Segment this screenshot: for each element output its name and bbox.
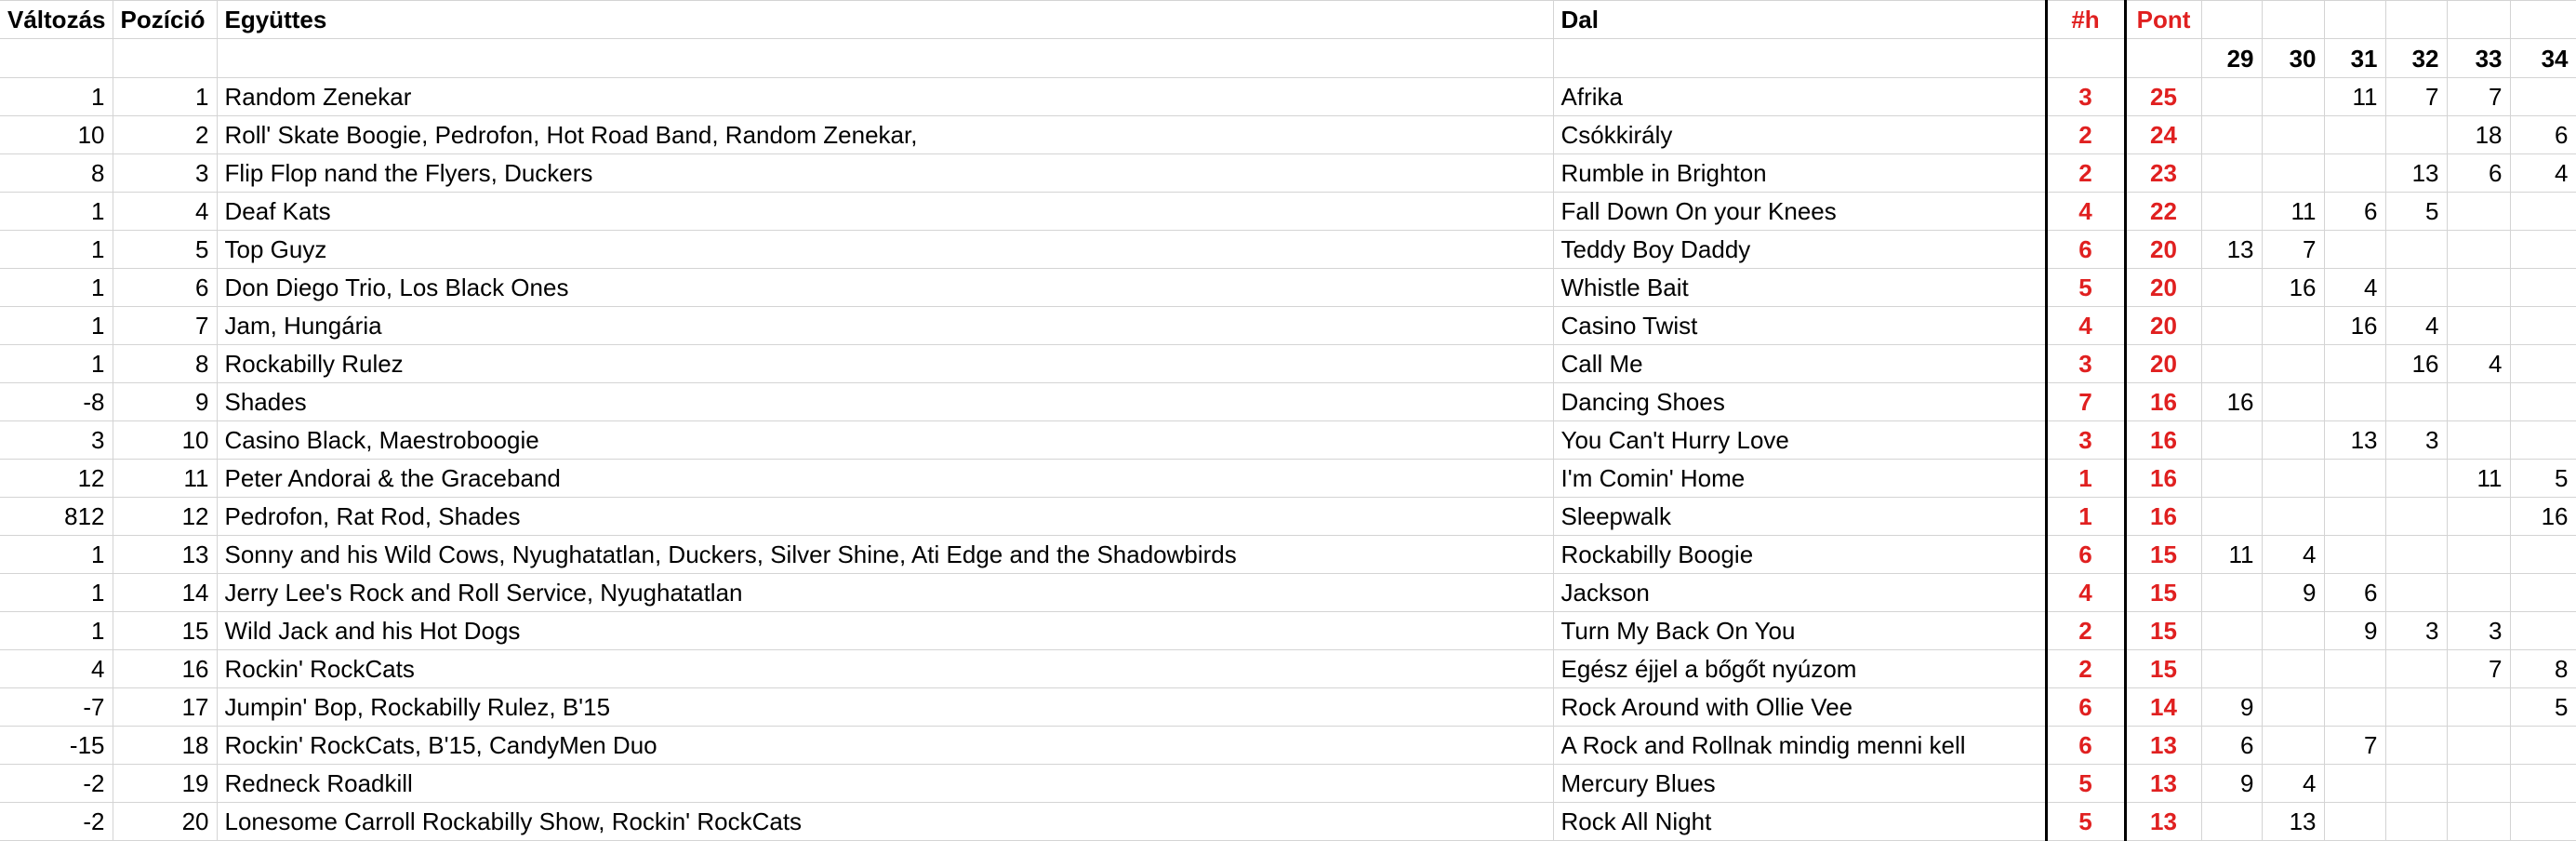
week-34-cell[interactable]: 5	[2510, 460, 2576, 498]
week-32-cell[interactable]: 5	[2385, 193, 2447, 231]
header-band[interactable]: Együttes	[217, 1, 1553, 39]
week-32-cell[interactable]	[2385, 269, 2447, 307]
week-32-cell[interactable]: 4	[2385, 307, 2447, 345]
song-cell[interactable]: Dancing Shoes	[1553, 383, 2046, 421]
table-row	[0, 421, 2576, 460]
week-33-cell[interactable]: 3	[2447, 612, 2510, 650]
week-34-cell[interactable]	[2510, 765, 2576, 803]
week-29-cell[interactable]: 13	[2201, 231, 2262, 269]
header-points[interactable]: Pont	[2125, 1, 2201, 39]
song-cell[interactable]: A Rock and Rollnak mindig menni kell	[1553, 727, 2046, 765]
chart-rows	[0, 78, 2576, 841]
position-cell[interactable]: 14	[113, 574, 217, 612]
band-cell[interactable]: Peter Andorai & the Graceband	[217, 460, 1553, 498]
table-row	[0, 231, 2576, 269]
week-29-cell[interactable]	[2201, 803, 2262, 841]
song-cell[interactable]: Jackson	[1553, 574, 2046, 612]
header-row	[0, 1, 2576, 39]
header-empty-cell[interactable]	[2385, 1, 2447, 39]
week-31-cell[interactable]	[2324, 498, 2385, 536]
week-31-cell[interactable]	[2324, 154, 2385, 193]
week-34-cell[interactable]	[2510, 78, 2576, 116]
week-32-cell[interactable]	[2385, 688, 2447, 727]
week-31-cell[interactable]: 13	[2324, 421, 2385, 460]
week-header-34[interactable]: 34	[2510, 39, 2576, 78]
week-32-cell[interactable]: 3	[2385, 421, 2447, 460]
header-song[interactable]: Dal	[1553, 1, 2046, 39]
position-cell[interactable]: 17	[113, 688, 217, 727]
position-cell[interactable]: 8	[113, 345, 217, 383]
weeks-cell[interactable]: 2	[2046, 154, 2125, 193]
week-29-cell[interactable]	[2201, 154, 2262, 193]
week-31-cell[interactable]	[2324, 650, 2385, 688]
position-cell[interactable]: 3	[113, 154, 217, 193]
week-29-cell[interactable]	[2201, 269, 2262, 307]
band-cell[interactable]: Shades	[217, 383, 1553, 421]
week-34-cell[interactable]: 4	[2510, 154, 2576, 193]
header-empty-cell[interactable]	[2262, 1, 2324, 39]
week-32-cell[interactable]	[2385, 116, 2447, 154]
change-cell[interactable]: 1	[0, 193, 113, 231]
weeks-cell[interactable]: 7	[2046, 383, 2125, 421]
week-30-cell[interactable]	[2262, 116, 2324, 154]
weeks-cell[interactable]: 4	[2046, 574, 2125, 612]
week-header-row	[0, 39, 2576, 78]
song-cell[interactable]: I'm Comin' Home	[1553, 460, 2046, 498]
song-cell[interactable]: Teddy Boy Daddy	[1553, 231, 2046, 269]
position-cell[interactable]: 10	[113, 421, 217, 460]
table-row	[0, 727, 2576, 765]
week-29-cell[interactable]: 11	[2201, 536, 2262, 574]
song-cell[interactable]: Sleepwalk	[1553, 498, 2046, 536]
empty-cell[interactable]	[217, 39, 1553, 78]
points-cell[interactable]: 15	[2125, 574, 2201, 612]
header-weeks[interactable]: #h	[2046, 1, 2125, 39]
week-29-cell[interactable]: 9	[2201, 688, 2262, 727]
position-cell[interactable]: 5	[113, 231, 217, 269]
week-31-cell[interactable]: 4	[2324, 269, 2385, 307]
band-cell[interactable]: Casino Black, Maestroboogie	[217, 421, 1553, 460]
week-31-cell[interactable]	[2324, 231, 2385, 269]
week-31-cell[interactable]: 11	[2324, 78, 2385, 116]
week-29-cell[interactable]	[2201, 612, 2262, 650]
weeks-cell[interactable]: 3	[2046, 345, 2125, 383]
week-33-cell[interactable]: 7	[2447, 650, 2510, 688]
weeks-cell[interactable]: 3	[2046, 421, 2125, 460]
position-cell[interactable]: 15	[113, 612, 217, 650]
week-32-cell[interactable]	[2385, 765, 2447, 803]
change-cell[interactable]: -2	[0, 803, 113, 841]
header-empty-cell[interactable]	[2447, 1, 2510, 39]
week-29-cell[interactable]	[2201, 345, 2262, 383]
weeks-cell[interactable]: 4	[2046, 193, 2125, 231]
week-33-cell[interactable]: 7	[2447, 78, 2510, 116]
band-cell[interactable]: Roll' Skate Boogie, Pedrofon, Hot Road Band, Random Zenekar,	[217, 116, 1553, 154]
points-cell[interactable]: 20	[2125, 231, 2201, 269]
change-cell[interactable]: 1	[0, 78, 113, 116]
week-header-32[interactable]: 32	[2385, 39, 2447, 78]
table-row	[0, 345, 2576, 383]
week-30-cell[interactable]	[2262, 727, 2324, 765]
week-32-cell[interactable]	[2385, 460, 2447, 498]
points-cell[interactable]: 15	[2125, 536, 2201, 574]
week-34-cell[interactable]	[2510, 727, 2576, 765]
week-33-cell[interactable]	[2447, 574, 2510, 612]
week-34-cell[interactable]	[2510, 383, 2576, 421]
position-cell[interactable]: 19	[113, 765, 217, 803]
points-cell[interactable]: 16	[2125, 460, 2201, 498]
week-31-cell[interactable]	[2324, 345, 2385, 383]
week-32-cell[interactable]	[2385, 383, 2447, 421]
week-30-cell[interactable]	[2262, 612, 2324, 650]
week-32-cell[interactable]	[2385, 650, 2447, 688]
band-cell[interactable]: Rockin' RockCats	[217, 650, 1553, 688]
points-cell[interactable]: 20	[2125, 269, 2201, 307]
change-cell[interactable]: -2	[0, 765, 113, 803]
weeks-cell[interactable]: 5	[2046, 269, 2125, 307]
week-30-cell[interactable]: 11	[2262, 193, 2324, 231]
position-cell[interactable]: 13	[113, 536, 217, 574]
week-30-cell[interactable]	[2262, 78, 2324, 116]
week-33-cell[interactable]	[2447, 803, 2510, 841]
table-row	[0, 383, 2576, 421]
change-cell[interactable]: 4	[0, 650, 113, 688]
week-30-cell[interactable]: 16	[2262, 269, 2324, 307]
week-header-29[interactable]: 29	[2201, 39, 2262, 78]
position-cell[interactable]: 16	[113, 650, 217, 688]
points-cell[interactable]: 16	[2125, 421, 2201, 460]
week-31-cell[interactable]	[2324, 765, 2385, 803]
week-30-cell[interactable]	[2262, 460, 2324, 498]
week-31-cell[interactable]: 16	[2324, 307, 2385, 345]
points-cell[interactable]: 25	[2125, 78, 2201, 116]
position-cell[interactable]: 9	[113, 383, 217, 421]
band-cell[interactable]: Top Guyz	[217, 231, 1553, 269]
position-cell[interactable]: 20	[113, 803, 217, 841]
empty-cell[interactable]	[0, 39, 113, 78]
table-row	[0, 78, 2576, 116]
weeks-cell[interactable]: 1	[2046, 460, 2125, 498]
week-33-cell[interactable]	[2447, 421, 2510, 460]
band-cell[interactable]: Sonny and his Wild Cows, Nyughatatlan, Duckers, Silver Shine, Ati Edge and the Shadowbirds	[217, 536, 1553, 574]
song-cell[interactable]: Egész éjjel a bőgőt nyúzom	[1553, 650, 2046, 688]
empty-cell[interactable]	[2125, 39, 2201, 78]
week-31-cell[interactable]	[2324, 688, 2385, 727]
band-cell[interactable]: Pedrofon, Rat Rod, Shades	[217, 498, 1553, 536]
week-33-cell[interactable]	[2447, 727, 2510, 765]
points-cell[interactable]: 15	[2125, 650, 2201, 688]
weeks-cell[interactable]: 2	[2046, 612, 2125, 650]
week-30-cell[interactable]: 9	[2262, 574, 2324, 612]
week-32-cell[interactable]: 16	[2385, 345, 2447, 383]
points-cell[interactable]: 20	[2125, 345, 2201, 383]
points-cell[interactable]: 20	[2125, 307, 2201, 345]
points-cell[interactable]: 16	[2125, 383, 2201, 421]
band-cell[interactable]: Don Diego Trio, Los Black Ones	[217, 269, 1553, 307]
song-cell[interactable]: Rumble in Brighton	[1553, 154, 2046, 193]
band-cell[interactable]: Wild Jack and his Hot Dogs	[217, 612, 1553, 650]
week-33-cell[interactable]	[2447, 307, 2510, 345]
band-cell[interactable]: Random Zenekar	[217, 78, 1553, 116]
week-33-cell[interactable]	[2447, 383, 2510, 421]
week-29-cell[interactable]	[2201, 421, 2262, 460]
song-cell[interactable]: Whistle Bait	[1553, 269, 2046, 307]
week-29-cell[interactable]	[2201, 78, 2262, 116]
week-33-cell[interactable]	[2447, 498, 2510, 536]
song-cell[interactable]: Call Me	[1553, 345, 2046, 383]
week-34-cell[interactable]	[2510, 612, 2576, 650]
band-cell[interactable]: Jam, Hungária	[217, 307, 1553, 345]
week-33-cell[interactable]	[2447, 269, 2510, 307]
table-row	[0, 460, 2576, 498]
song-cell[interactable]: Rock Around with Ollie Vee	[1553, 688, 2046, 727]
week-32-cell[interactable]: 13	[2385, 154, 2447, 193]
week-29-cell[interactable]	[2201, 574, 2262, 612]
table-row	[0, 116, 2576, 154]
header-change[interactable]: Változás	[0, 1, 113, 39]
change-cell[interactable]: 12	[0, 460, 113, 498]
week-32-cell[interactable]: 7	[2385, 78, 2447, 116]
week-34-cell[interactable]: 8	[2510, 650, 2576, 688]
table-row	[0, 574, 2576, 612]
week-30-cell[interactable]	[2262, 421, 2324, 460]
points-cell[interactable]: 22	[2125, 193, 2201, 231]
week-33-cell[interactable]	[2447, 231, 2510, 269]
table-row	[0, 688, 2576, 727]
week-32-cell[interactable]	[2385, 574, 2447, 612]
week-33-cell[interactable]	[2447, 765, 2510, 803]
change-cell[interactable]: 1	[0, 231, 113, 269]
change-cell[interactable]: 1	[0, 307, 113, 345]
week-34-cell[interactable]	[2510, 345, 2576, 383]
song-cell[interactable]: Turn My Back On You	[1553, 612, 2046, 650]
points-cell[interactable]: 13	[2125, 727, 2201, 765]
week-32-cell[interactable]	[2385, 536, 2447, 574]
change-cell[interactable]: 1	[0, 536, 113, 574]
points-cell[interactable]: 13	[2125, 803, 2201, 841]
position-cell[interactable]: 12	[113, 498, 217, 536]
week-29-cell[interactable]	[2201, 498, 2262, 536]
table-row	[0, 307, 2576, 345]
table-row	[0, 498, 2576, 536]
empty-cell[interactable]	[1553, 39, 2046, 78]
week-34-cell[interactable]	[2510, 536, 2576, 574]
table-row	[0, 154, 2576, 193]
points-cell[interactable]: 23	[2125, 154, 2201, 193]
change-cell[interactable]: 1	[0, 574, 113, 612]
week-30-cell[interactable]	[2262, 383, 2324, 421]
table-row	[0, 193, 2576, 231]
week-29-cell[interactable]	[2201, 116, 2262, 154]
week-34-cell[interactable]	[2510, 421, 2576, 460]
week-31-cell[interactable]	[2324, 383, 2385, 421]
change-cell[interactable]: 1	[0, 269, 113, 307]
weeks-cell[interactable]: 6	[2046, 727, 2125, 765]
table-row	[0, 536, 2576, 574]
week-34-cell[interactable]	[2510, 803, 2576, 841]
table-row	[0, 803, 2576, 841]
position-cell[interactable]: 2	[113, 116, 217, 154]
week-33-cell[interactable]	[2447, 536, 2510, 574]
week-31-cell[interactable]	[2324, 116, 2385, 154]
week-29-cell[interactable]: 16	[2201, 383, 2262, 421]
weeks-cell[interactable]: 6	[2046, 536, 2125, 574]
song-cell[interactable]: Mercury Blues	[1553, 765, 2046, 803]
week-32-cell[interactable]	[2385, 727, 2447, 765]
band-cell[interactable]: Jumpin' Bop, Rockabilly Rulez, B'15	[217, 688, 1553, 727]
week-32-cell[interactable]: 3	[2385, 612, 2447, 650]
weeks-cell[interactable]: 6	[2046, 231, 2125, 269]
week-30-cell[interactable]	[2262, 154, 2324, 193]
weeks-cell[interactable]: 2	[2046, 116, 2125, 154]
points-cell[interactable]: 14	[2125, 688, 2201, 727]
week-33-cell[interactable]: 6	[2447, 154, 2510, 193]
week-33-cell[interactable]: 18	[2447, 116, 2510, 154]
week-29-cell[interactable]: 6	[2201, 727, 2262, 765]
weeks-cell[interactable]: 3	[2046, 78, 2125, 116]
week-31-cell[interactable]	[2324, 803, 2385, 841]
week-34-cell[interactable]: 16	[2510, 498, 2576, 536]
week-30-cell[interactable]	[2262, 688, 2324, 727]
week-31-cell[interactable]: 6	[2324, 574, 2385, 612]
position-cell[interactable]: 6	[113, 269, 217, 307]
week-29-cell[interactable]	[2201, 650, 2262, 688]
weeks-cell[interactable]: 2	[2046, 650, 2125, 688]
weeks-cell[interactable]: 5	[2046, 765, 2125, 803]
week-31-cell[interactable]	[2324, 460, 2385, 498]
position-cell[interactable]: 7	[113, 307, 217, 345]
week-30-cell[interactable]	[2262, 307, 2324, 345]
song-cell[interactable]: Rock All Night	[1553, 803, 2046, 841]
table-row	[0, 612, 2576, 650]
week-31-cell[interactable]: 7	[2324, 727, 2385, 765]
position-cell[interactable]: 11	[113, 460, 217, 498]
song-cell[interactable]: Rockabilly Boogie	[1553, 536, 2046, 574]
week-33-cell[interactable]	[2447, 688, 2510, 727]
points-cell[interactable]: 16	[2125, 498, 2201, 536]
week-31-cell[interactable]	[2324, 536, 2385, 574]
band-cell[interactable]: Rockabilly Rulez	[217, 345, 1553, 383]
week-34-cell[interactable]	[2510, 231, 2576, 269]
band-cell[interactable]: Rockin' RockCats, B'15, CandyMen Duo	[217, 727, 1553, 765]
week-32-cell[interactable]	[2385, 803, 2447, 841]
change-cell[interactable]: 10	[0, 116, 113, 154]
week-34-cell[interactable]: 5	[2510, 688, 2576, 727]
empty-cell[interactable]	[2046, 39, 2125, 78]
change-cell[interactable]: 1	[0, 345, 113, 383]
week-29-cell[interactable]: 9	[2201, 765, 2262, 803]
song-cell[interactable]: You Can't Hurry Love	[1553, 421, 2046, 460]
weeks-cell[interactable]: 5	[2046, 803, 2125, 841]
week-30-cell[interactable]: 4	[2262, 536, 2324, 574]
week-31-cell[interactable]: 6	[2324, 193, 2385, 231]
position-cell[interactable]: 4	[113, 193, 217, 231]
change-cell[interactable]: -7	[0, 688, 113, 727]
band-cell[interactable]: Jerry Lee's Rock and Roll Service, Nyughatatlan	[217, 574, 1553, 612]
change-cell[interactable]: 1	[0, 612, 113, 650]
weeks-cell[interactable]: 1	[2046, 498, 2125, 536]
header-empty-cell[interactable]	[2510, 1, 2576, 39]
week-33-cell[interactable]: 11	[2447, 460, 2510, 498]
weeks-cell[interactable]: 6	[2046, 688, 2125, 727]
empty-cell[interactable]	[113, 39, 217, 78]
header-position[interactable]: Pozíció	[113, 1, 217, 39]
song-cell[interactable]: Afrika	[1553, 78, 2046, 116]
table-row	[0, 269, 2576, 307]
position-cell[interactable]: 1	[113, 78, 217, 116]
week-header-30[interactable]: 30	[2262, 39, 2324, 78]
week-34-cell[interactable]: 6	[2510, 116, 2576, 154]
change-cell[interactable]: -15	[0, 727, 113, 765]
band-cell[interactable]: Lonesome Carroll Rockabilly Show, Rockin' RockCats	[217, 803, 1553, 841]
points-cell[interactable]: 24	[2125, 116, 2201, 154]
week-34-cell[interactable]	[2510, 193, 2576, 231]
change-cell[interactable]: -8	[0, 383, 113, 421]
song-cell[interactable]: Csókkirály	[1553, 116, 2046, 154]
position-cell[interactable]: 18	[113, 727, 217, 765]
week-30-cell[interactable]: 13	[2262, 803, 2324, 841]
week-33-cell[interactable]: 4	[2447, 345, 2510, 383]
week-34-cell[interactable]	[2510, 307, 2576, 345]
header-empty-cell[interactable]	[2201, 1, 2262, 39]
week-29-cell[interactable]	[2201, 307, 2262, 345]
week-30-cell[interactable]	[2262, 345, 2324, 383]
header-empty-cell[interactable]	[2324, 1, 2385, 39]
band-cell[interactable]: Flip Flop nand the Flyers, Duckers	[217, 154, 1553, 193]
weeks-cell[interactable]: 4	[2046, 307, 2125, 345]
band-cell[interactable]: Redneck Roadkill	[217, 765, 1553, 803]
week-header-31[interactable]: 31	[2324, 39, 2385, 78]
week-30-cell[interactable]: 4	[2262, 765, 2324, 803]
table-row	[0, 650, 2576, 688]
week-30-cell[interactable]: 7	[2262, 231, 2324, 269]
week-32-cell[interactable]	[2385, 498, 2447, 536]
week-31-cell[interactable]: 9	[2324, 612, 2385, 650]
week-32-cell[interactable]	[2385, 231, 2447, 269]
week-34-cell[interactable]	[2510, 269, 2576, 307]
week-30-cell[interactable]	[2262, 498, 2324, 536]
band-cell[interactable]: Deaf Kats	[217, 193, 1553, 231]
change-cell[interactable]: 812	[0, 498, 113, 536]
week-29-cell[interactable]	[2201, 193, 2262, 231]
table-row	[0, 765, 2576, 803]
change-cell[interactable]: 8	[0, 154, 113, 193]
week-29-cell[interactable]	[2201, 460, 2262, 498]
song-cell[interactable]: Fall Down On your Knees	[1553, 193, 2046, 231]
song-cell[interactable]: Casino Twist	[1553, 307, 2046, 345]
week-33-cell[interactable]	[2447, 193, 2510, 231]
points-cell[interactable]: 15	[2125, 612, 2201, 650]
week-34-cell[interactable]	[2510, 574, 2576, 612]
change-cell[interactable]: 3	[0, 421, 113, 460]
week-30-cell[interactable]	[2262, 650, 2324, 688]
week-header-33[interactable]: 33	[2447, 39, 2510, 78]
points-cell[interactable]: 13	[2125, 765, 2201, 803]
